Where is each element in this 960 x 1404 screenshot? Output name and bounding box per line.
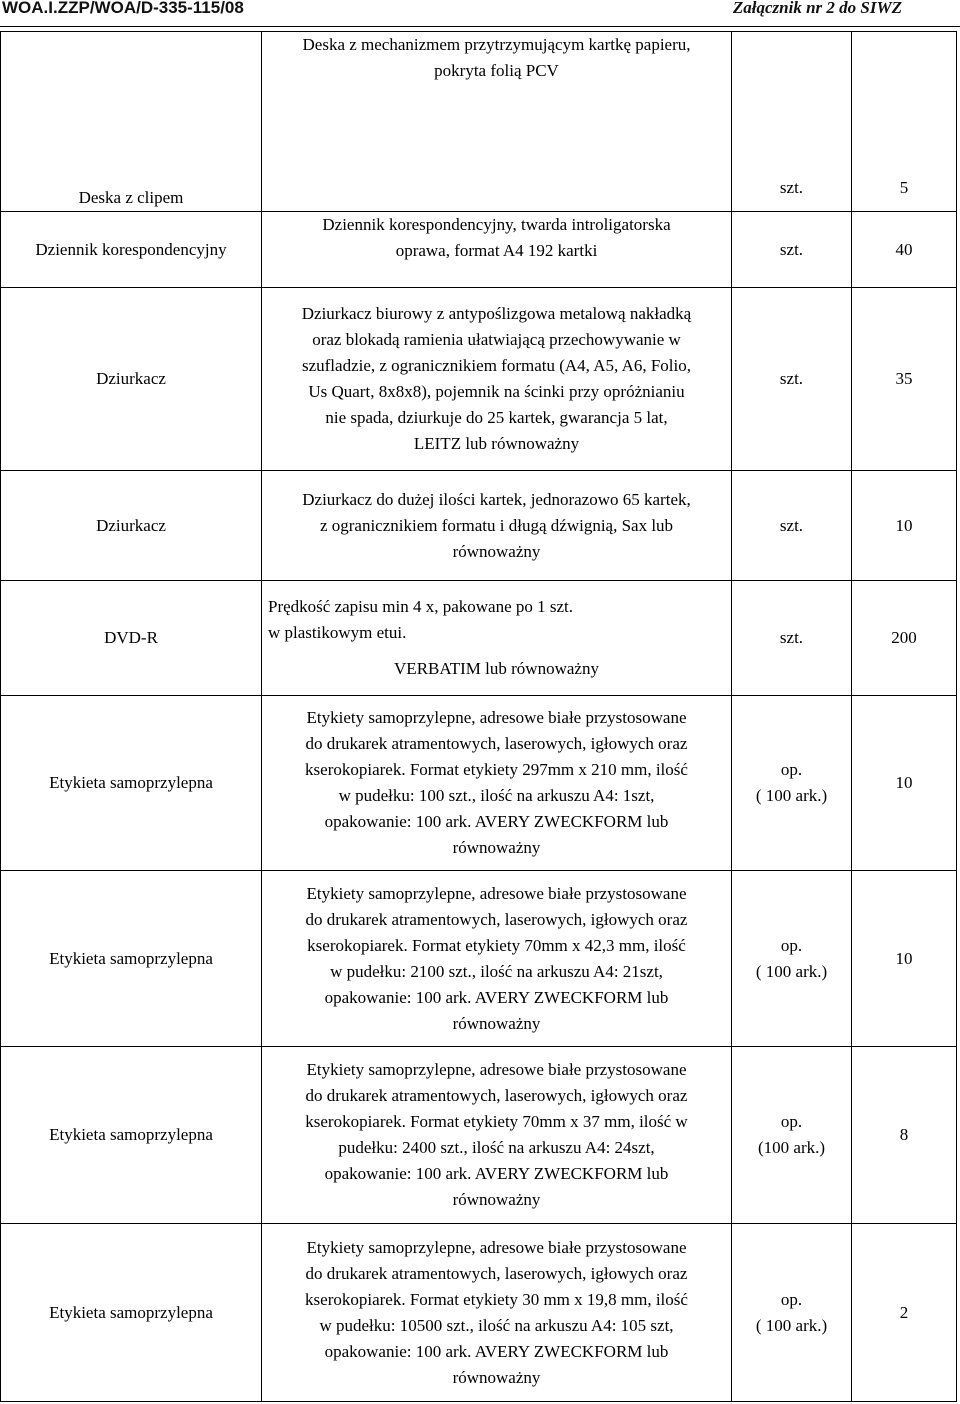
description-line: do drukarek atramentowych, laserowych, igłowych oraz	[305, 734, 688, 753]
description-line: pudełku: 2400 szt., ilość na arkuszu A4: 24szt,	[338, 1138, 655, 1157]
table-row	[1, 32, 957, 212]
unit-value: szt.	[779, 178, 804, 197]
unit-value: op.	[780, 1289, 803, 1309]
description-line: równoważny	[452, 541, 541, 561]
quantity-value: 40	[895, 239, 913, 259]
unit-cell	[732, 696, 852, 871]
description-line: szufladzie, z ogranicznikiem formatu (A4, A5, A6, Folio,	[301, 356, 692, 375]
description-line: do drukarek atramentowych, laserowych, igłowych oraz	[305, 1086, 688, 1105]
unit-value: op.	[780, 1112, 803, 1131]
description-line: kserokopiarek. Format etykiety 30 mm x 19,8 mm, ilość	[305, 1289, 688, 1309]
quantity-cell	[852, 581, 957, 696]
item-description-cell	[262, 212, 732, 288]
unit-value: (100 ark.)	[757, 1138, 826, 1157]
description-line: opakowanie: 100 ark. AVERY ZWECKFORM lub	[324, 1341, 669, 1361]
description-line: do drukarek atramentowych, laserowych, igłowych oraz	[305, 909, 688, 929]
unit-value: ( 100 ark.)	[755, 786, 828, 805]
description-line: opakowanie: 100 ark. AVERY ZWECKFORM lub	[324, 987, 669, 1007]
item-name: DVD-R	[104, 628, 158, 647]
description-line: opakowanie: 100 ark. AVERY ZWECKFORM lub	[324, 1164, 669, 1183]
unit-value: ( 100 ark.)	[755, 1315, 828, 1335]
item-description-cell	[262, 471, 732, 581]
unit-cell	[732, 1224, 852, 1402]
page-header	[0, 0, 960, 27]
item-name: Etykieta samoprzylepna	[49, 1125, 213, 1144]
unit-value: ( 100 ark.)	[755, 961, 828, 981]
table-row	[1, 1047, 957, 1224]
quantity-cell	[852, 696, 957, 871]
description-line: VERBATIM lub równoważny	[394, 659, 599, 678]
description-line: oprawa, format A4 192 kartki	[395, 241, 598, 260]
item-description-cell	[262, 32, 732, 212]
description-line: oraz blokadą ramienia ułatwiającą przechowywanie w	[312, 330, 681, 349]
quantity-value: 10	[895, 948, 913, 968]
quantity-cell	[852, 212, 957, 288]
item-name: Etykieta samoprzylepna	[49, 948, 213, 968]
unit-value: szt.	[779, 515, 804, 535]
unit-cell	[732, 471, 852, 581]
description-line: Us Quart, 8x8x8), pojemnik na ścinki przy opróżnianiu	[308, 382, 685, 401]
description-line: równoważny	[452, 838, 541, 857]
description-line: w pudełku: 2100 szt., ilość na arkuszu A4: 21szt,	[330, 961, 663, 981]
description-line: z ogranicznikiem formatu i długą dźwignią, Sax lub	[319, 515, 674, 535]
quantity-cell	[852, 471, 957, 581]
unit-value: szt.	[779, 239, 804, 259]
description-line: LEITZ lub równoważny	[413, 434, 580, 453]
description-line: kserokopiarek. Format etykiety 297mm x 210 mm, ilość	[305, 760, 688, 779]
quantity-value: 10	[895, 515, 913, 535]
description-line: kserokopiarek. Format etykiety 70mm x 37 mm, ilość w	[305, 1112, 688, 1131]
item-name-cell	[1, 212, 262, 288]
description-line: Etykiety samoprzylepne, adresowe białe przystosowane	[306, 708, 687, 727]
quantity-cell	[852, 288, 957, 471]
quantity-cell	[852, 871, 957, 1047]
quantity-cell	[852, 32, 957, 212]
item-name-cell	[1, 1047, 262, 1224]
description-line: równoważny	[452, 1190, 541, 1209]
quantity-value: 200	[891, 628, 917, 647]
item-name-cell	[1, 581, 262, 696]
item-name: Etykieta samoprzylepna	[49, 1302, 213, 1322]
unit-cell	[732, 212, 852, 288]
description-line: Dziurkacz biurowy z antypoślizgowa metalową nakładką	[301, 304, 692, 323]
unit-value: szt.	[779, 628, 804, 647]
description-line: Etykiety samoprzylepne, adresowe białe przystosowane	[306, 883, 687, 903]
description-line: w plastikowym etui.	[268, 623, 407, 642]
quantity-value: 5	[899, 178, 909, 197]
unit-value: szt.	[779, 369, 804, 388]
item-description-cell	[262, 871, 732, 1047]
attachment-label: Załącznik nr 2 do SIWZ	[732, 0, 902, 17]
description-line: do drukarek atramentowych, laserowych, igłowych oraz	[305, 1263, 688, 1283]
quantity-value: 2	[899, 1302, 909, 1322]
item-name: Deska z clipem	[78, 188, 184, 207]
description-line: Dziurkacz do dużej ilości kartek, jednorazowo 65 kartek,	[302, 489, 691, 509]
item-name-cell	[1, 288, 262, 471]
table-row	[1, 288, 957, 471]
item-name: Dziennik korespondencyjny	[35, 239, 227, 259]
item-name: Etykieta samoprzylepna	[49, 773, 213, 792]
table-row	[1, 696, 957, 871]
description-line: Etykiety samoprzylepne, adresowe białe przystosowane	[306, 1060, 687, 1079]
table-row	[1, 212, 957, 288]
description-line: kserokopiarek. Format etykiety 70mm x 42,3 mm, ilość	[307, 935, 686, 955]
unit-cell	[732, 288, 852, 471]
unit-cell	[732, 581, 852, 696]
item-name: Dziurkacz	[96, 369, 166, 388]
unit-cell	[732, 32, 852, 212]
item-description-cell	[262, 696, 732, 871]
item-description-cell	[262, 1224, 732, 1402]
item-name-cell	[1, 32, 262, 212]
table-row	[1, 581, 957, 696]
description-line: równoważny	[452, 1367, 541, 1387]
table-row	[1, 871, 957, 1047]
item-name-cell	[1, 696, 262, 871]
description-line: Dziennik korespondencyjny, twarda introligatorska	[322, 215, 671, 234]
item-description-cell	[262, 581, 732, 696]
description-line: opakowanie: 100 ark. AVERY ZWECKFORM lub	[324, 812, 669, 831]
description-line: pokryta folią PCV	[434, 61, 559, 80]
description-line: Prędkość zapisu min 4 x, pakowane po 1 szt.	[268, 597, 573, 616]
item-name-cell	[1, 871, 262, 1047]
description-line: równoważny	[452, 1013, 541, 1033]
item-name-cell	[1, 471, 262, 581]
description-line: w pudełku: 100 szt., ilość na arkuszu A4: 1szt,	[338, 786, 655, 805]
unit-value: op.	[780, 760, 803, 779]
item-name-cell	[1, 1224, 262, 1402]
table-row	[1, 471, 957, 581]
quantity-cell	[852, 1224, 957, 1402]
quantity-value: 35	[895, 369, 913, 388]
unit-cell	[732, 1047, 852, 1224]
description-line: Etykiety samoprzylepne, adresowe białe przystosowane	[306, 1237, 687, 1257]
product-table	[0, 31, 957, 1402]
document-reference: WOA.I.ZZP/WOA/D-335-115/08	[2, 0, 244, 17]
description-line: Deska z mechanizmem przytrzymującym kartkę papieru,	[302, 35, 691, 54]
unit-value: op.	[780, 935, 803, 955]
quantity-value: 8	[899, 1125, 909, 1144]
item-name: Dziurkacz	[96, 515, 166, 535]
description-line: w pudełku: 10500 szt., ilość na arkuszu A4: 105 szt,	[319, 1315, 674, 1335]
item-description-cell	[262, 288, 732, 471]
description-line: nie spada, dziurkuje do 25 kartek, gwarancja 5 lat,	[325, 408, 668, 427]
unit-cell	[732, 871, 852, 1047]
table-row	[1, 1224, 957, 1402]
quantity-cell	[852, 1047, 957, 1224]
quantity-value: 10	[895, 773, 913, 792]
item-description-cell	[262, 1047, 732, 1224]
